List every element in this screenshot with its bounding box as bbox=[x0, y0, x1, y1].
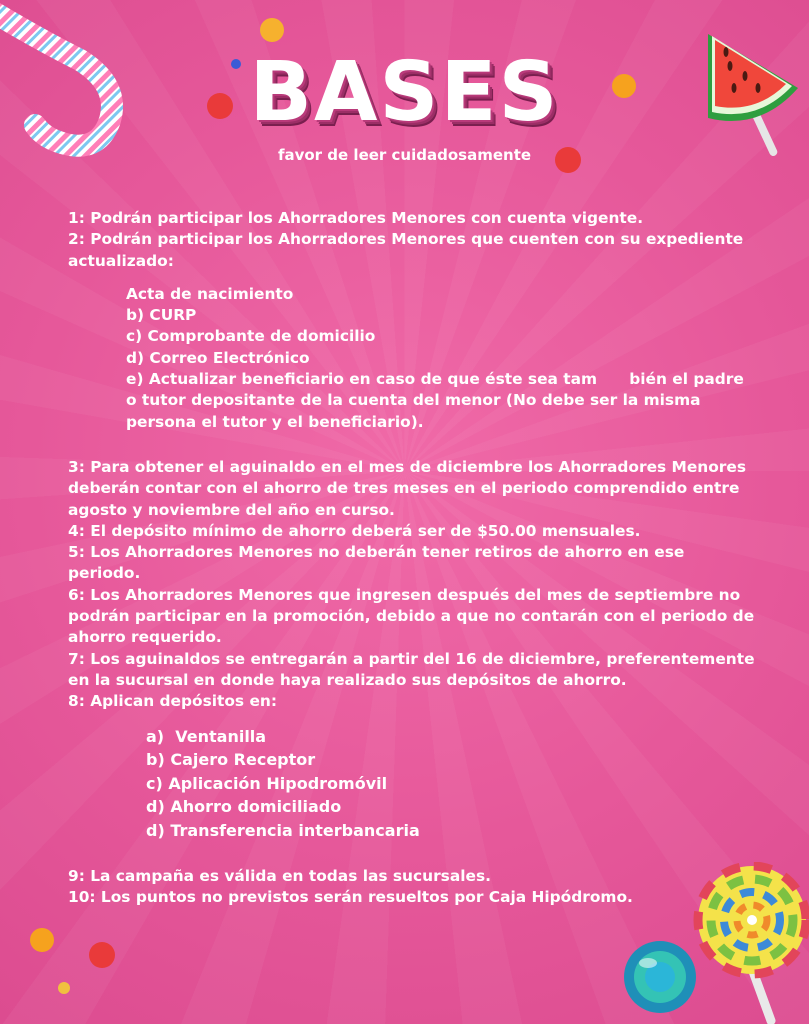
rule-2: 2: Podrán participar los Ahorradores Menores que cuenten con su expediente actualizado: bbox=[68, 230, 744, 270]
rule-9: 9: La campaña es válida en todas las sucursales. bbox=[68, 867, 491, 886]
round-lollipop-icon bbox=[620, 935, 700, 1024]
page-title: BASES bbox=[249, 45, 560, 140]
list-item: b) Cajero Receptor bbox=[146, 750, 316, 770]
rule-8: 8: Aplican depósitos en: bbox=[68, 692, 278, 711]
rules-list bbox=[68, 208, 758, 909]
list-item: d) Correo Electrónico bbox=[126, 348, 310, 367]
rule-3: 3: Para obtener el aguinaldo en el mes de diciembre los Ahorradores Menores deberán contar con el ahorro de tres meses en el periodo comprendido entre agosto y noviembre del año en curso. bbox=[68, 457, 746, 519]
list-item: d) Ahorro domiciliado bbox=[146, 797, 342, 817]
list-item: d) Transferencia interbancaria bbox=[146, 820, 420, 840]
page-subtitle: favor de leer cuidadosamente bbox=[277, 146, 532, 164]
list-item: a) Ventanilla bbox=[146, 726, 267, 746]
rule-10: 10: Los puntos no previstos serán resueltos por Caja Hipódromo. bbox=[68, 888, 633, 907]
list-item: b) CURP bbox=[126, 306, 197, 325]
list-item: c) Comprobante de domicilio bbox=[126, 327, 376, 346]
rule-1: 1: Podrán participar los Ahorradores Menores con cuenta vigente. bbox=[68, 209, 644, 227]
list-item: e) Actualizar beneficiario en caso de que éste sea tam bién el padre o tutor depositante de la cuenta del menor (No debe ser la misma persona el tutor y el beneficiario). bbox=[126, 370, 750, 431]
required-documents-list bbox=[126, 284, 758, 433]
deposit-channels-list bbox=[146, 725, 758, 843]
rule-5: 5: Los Ahorradores Menores no deberán tener retiros de ahorro en ese periodo. bbox=[68, 543, 685, 583]
rule-6: 6: Los Ahorradores Menores que ingresen después del mes de septiembre no podrán participar en la promoción, debido a que no contarán con el periodo de ahorro requerido. bbox=[68, 585, 755, 647]
list-item: Acta de nacimiento bbox=[126, 284, 294, 303]
rule-7: 7: Los aguinaldos se entregarán a partir del 16 de diciembre, preferentemente en la sucursal en donde haya realizado sus depósitos de ahorro. bbox=[68, 649, 755, 689]
rule-4: 4: El depósito mínimo de ahorro deberá ser de $50.00 mensuales. bbox=[68, 521, 641, 540]
list-item: c) Aplicación Hipodromóvil bbox=[146, 773, 388, 793]
